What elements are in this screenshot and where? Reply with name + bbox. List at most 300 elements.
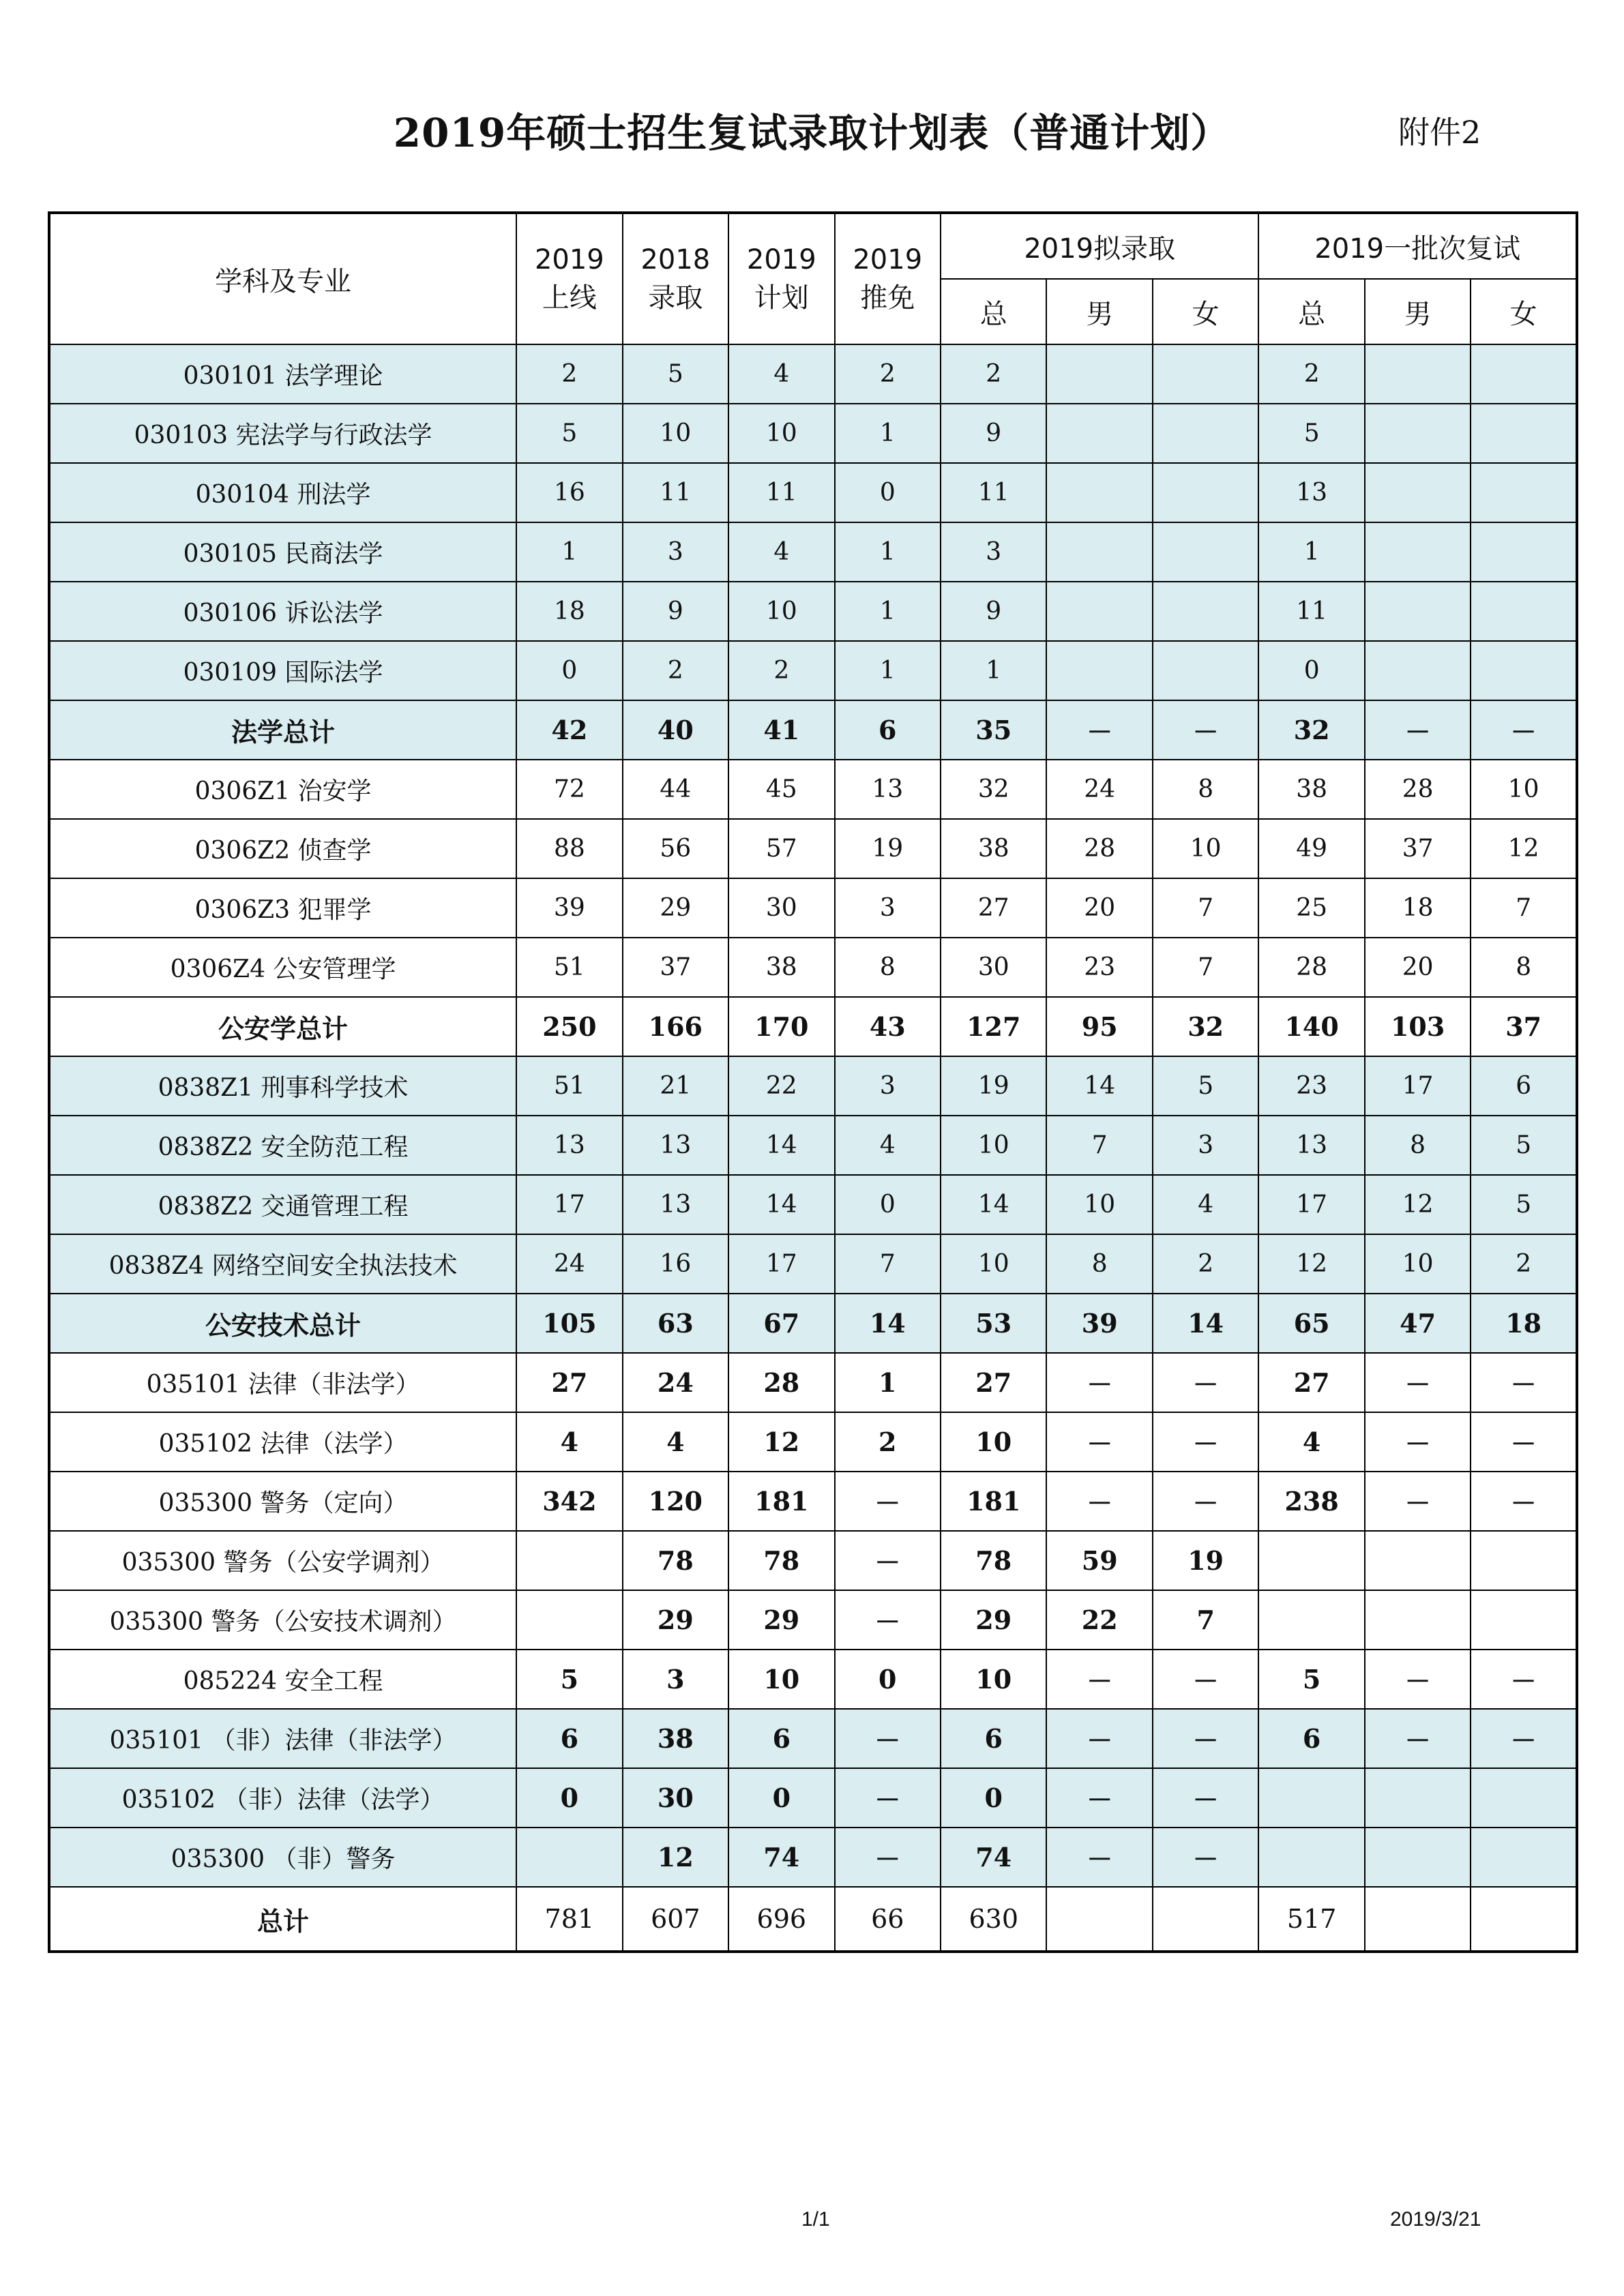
table-cell: 17 [516,1175,622,1234]
table-cell: 12 [623,1828,728,1887]
table-cell: 11 [1258,582,1364,641]
table-cell: 1 [835,522,941,582]
table-cell: 14 [1153,1294,1258,1353]
major-name: 035101 （非）法律（非法学） [49,1709,516,1768]
table-cell: 41 [728,700,834,760]
table-cell: 59 [1046,1531,1152,1590]
major-name: 0306Z2 侦查学 [49,819,516,878]
table-cell: － [1365,700,1471,760]
table-cell: 39 [516,878,622,938]
table-cell: 29 [623,878,728,938]
table-cell: － [1365,1353,1471,1412]
table-cell: 27 [1258,1353,1364,1412]
major-name: 035102 （非）法律（法学） [49,1768,516,1828]
table-cell: 238 [1258,1472,1364,1531]
table-cell: 1 [516,522,622,582]
table-cell [1258,1828,1364,1887]
major-name: 总计 [49,1887,516,1952]
table-cell: 13 [623,1116,728,1175]
table-row [49,938,1577,997]
major-name: 法学总计 [49,700,516,760]
table-cell: 11 [728,463,834,522]
table-cell: 8 [835,938,941,997]
table-cell: 51 [516,1056,622,1116]
major-name: 030104 刑法学 [49,463,516,522]
table-cell: 17 [1258,1175,1364,1234]
table-cell: － [1365,1472,1471,1531]
major-name: 035300 （非）警务 [49,1828,516,1887]
table-cell: 3 [1153,1116,1258,1175]
table-cell: 20 [1365,938,1471,997]
table-cell: 10 [941,1412,1046,1472]
table-cell: 53 [941,1294,1046,1353]
table-cell: － [1153,1472,1258,1531]
table-cell: 42 [516,700,622,760]
table-cell: 2 [1258,344,1364,404]
header-col-plan [728,213,834,344]
table-cell: 11 [941,463,1046,522]
table-cell: 72 [516,760,622,819]
table-cell: 2 [1153,1234,1258,1294]
table-cell: 16 [623,1234,728,1294]
table-cell [1153,463,1258,522]
table-cell: 30 [728,878,834,938]
table-cell: 10 [728,1650,834,1709]
header-col-online [516,213,622,344]
table-row [49,404,1577,463]
table-cell: 342 [516,1472,622,1531]
table-cell: 88 [516,819,622,878]
table-cell: 2 [516,344,622,404]
table-cell: 37 [623,938,728,997]
table-cell: － [1471,1650,1577,1709]
table-cell: 12 [1365,1175,1471,1234]
table-cell: 10 [1471,760,1577,819]
table-cell: 10 [728,582,834,641]
table-cell: 14 [835,1294,941,1353]
table-cell: － [1471,1412,1577,1472]
table-row [49,463,1577,522]
table-row [49,760,1577,819]
table-cell: － [1153,1650,1258,1709]
table-row [49,344,1577,404]
table-cell: － [1365,1650,1471,1709]
table-cell: － [1153,1768,1258,1828]
table-cell [1046,404,1152,463]
table-cell: 13 [516,1116,622,1175]
table-row [49,582,1577,641]
table-cell: 35 [941,700,1046,760]
table-cell: － [1471,1472,1577,1531]
table-cell: 4 [728,344,834,404]
table-cell: － [1153,1353,1258,1412]
table-cell: － [1153,700,1258,760]
table-cell: 6 [941,1709,1046,1768]
table-cell: 4 [1153,1175,1258,1234]
major-name: 0838Z2 安全防范工程 [49,1116,516,1175]
table-cell: 38 [623,1709,728,1768]
table-cell: － [1046,1768,1152,1828]
table-row [49,878,1577,938]
table-row [49,819,1577,878]
subtotal-row [49,1294,1577,1353]
header-sub-male: 男 [1365,279,1471,344]
table-cell: 5 [1471,1175,1577,1234]
table-cell: 9 [941,404,1046,463]
table-cell: 74 [728,1828,834,1887]
table-row [49,1709,1577,1768]
table-cell [1258,1590,1364,1650]
table-cell: 47 [1365,1294,1471,1353]
table-cell [1471,463,1577,522]
table-cell: 43 [835,997,941,1056]
table-cell: 14 [1046,1056,1152,1116]
table-cell: － [1365,1709,1471,1768]
table-cell [1471,522,1577,582]
table-cell [1471,344,1577,404]
table-cell: 0 [516,641,622,700]
table-cell: － [1471,1709,1577,1768]
table-cell: － [835,1828,941,1887]
header-label: 上线 [542,282,597,314]
table-cell: 28 [1365,760,1471,819]
header-year: 2019 [534,244,604,275]
header-group-planned-admission: 2019拟录取 [941,213,1258,279]
table-cell: － [835,1472,941,1531]
table-cell [1365,344,1471,404]
table-cell: 0 [516,1768,622,1828]
table-cell [1471,1531,1577,1590]
table-cell: 2 [623,641,728,700]
table-cell: 0 [835,463,941,522]
header-sub-female: 女 [1471,279,1577,344]
table-cell: 10 [728,404,834,463]
table-cell: 0 [835,1650,941,1709]
table-cell: 5 [623,344,728,404]
header-label: 推免 [860,282,915,314]
table-row [49,1234,1577,1294]
table-cell [516,1531,622,1590]
table-row [49,1531,1577,1590]
table-cell: 10 [623,404,728,463]
table-cell: 18 [1471,1294,1577,1353]
table-cell: 27 [941,878,1046,938]
major-name: 030101 法学理论 [49,344,516,404]
table-cell: － [1365,1412,1471,1472]
header-year: 2019 [853,244,923,275]
table-row [49,1056,1577,1116]
table-cell: 181 [941,1472,1046,1531]
table-cell: － [1046,1412,1152,1472]
attachment-label: 附件2 [1398,114,1481,151]
table-cell [1365,1531,1471,1590]
table-row [49,1412,1577,1472]
table-cell [1471,404,1577,463]
major-name: 0306Z4 公安管理学 [49,938,516,997]
table-cell: 13 [623,1175,728,1234]
table-cell: 24 [623,1353,728,1412]
table-cell: 22 [1046,1590,1152,1650]
table-cell: 13 [835,760,941,819]
table-cell: 0 [728,1768,834,1828]
table-cell: 28 [728,1353,834,1412]
table-cell: 0 [1258,641,1364,700]
table-cell: 10 [1046,1175,1152,1234]
table-cell: 29 [941,1590,1046,1650]
table-cell: 38 [1258,760,1364,819]
table-cell: 67 [728,1294,834,1353]
table-cell: 250 [516,997,622,1056]
page-number: 1/1 [801,2208,830,2231]
table-cell: 4 [623,1412,728,1472]
table-row [49,1353,1577,1412]
table-cell: 181 [728,1472,834,1531]
table-cell: 56 [623,819,728,878]
major-name: 035102 法律（法学） [49,1412,516,1472]
admission-plan-table [48,211,1578,1953]
major-name: 035300 警务（公安学调剂） [49,1531,516,1590]
table-cell [1471,641,1577,700]
table-cell: 8 [1153,760,1258,819]
table-cell: 10 [1153,819,1258,878]
table-cell [1471,1768,1577,1828]
table-cell: 7 [1153,1590,1258,1650]
table-cell: 32 [1153,997,1258,1056]
header-col-admitted-2018 [623,213,728,344]
table-cell: 3 [835,878,941,938]
table-cell: 49 [1258,819,1364,878]
table-cell: 120 [623,1472,728,1531]
table-cell: 40 [623,700,728,760]
table-cell [1365,1590,1471,1650]
table-cell: 23 [1258,1056,1364,1116]
major-name: 030105 民商法学 [49,522,516,582]
table-cell: 6 [1471,1056,1577,1116]
table-cell: 27 [516,1353,622,1412]
major-name: 035101 法律（非法学） [49,1353,516,1412]
header-year: 2018 [640,244,711,275]
table-row [49,522,1577,582]
table-cell: 30 [623,1768,728,1828]
table-cell: 8 [1365,1116,1471,1175]
header-label: 录取 [648,282,703,314]
table-cell: 30 [941,938,1046,997]
table-cell: － [1153,1709,1258,1768]
table-cell [1365,582,1471,641]
table-cell: 5 [1258,404,1364,463]
table-cell: 32 [941,760,1046,819]
table-cell: 14 [728,1175,834,1234]
table-row [49,1175,1577,1234]
major-name: 公安技术总计 [49,1294,516,1353]
major-name: 035300 警务（定向） [49,1472,516,1531]
table-cell: 170 [728,997,834,1056]
table-cell: 51 [516,938,622,997]
table-cell: 28 [1258,938,1364,997]
table-cell: 5 [1153,1056,1258,1116]
table-cell: 6 [516,1709,622,1768]
table-cell: 2 [728,641,834,700]
table-cell: 63 [623,1294,728,1353]
table-cell: 0 [941,1768,1046,1828]
table-cell: 517 [1258,1887,1364,1952]
major-name: 030109 国际法学 [49,641,516,700]
table-cell: 11 [623,463,728,522]
print-date: 2019/3/21 [1390,2208,1481,2231]
table-cell: 9 [623,582,728,641]
table-cell [1258,1768,1364,1828]
table-cell: 65 [1258,1294,1364,1353]
header-label: 计划 [754,282,809,314]
table-cell [1365,522,1471,582]
table-cell: 5 [516,1650,622,1709]
table-cell: 78 [623,1531,728,1590]
table-cell: － [1046,1472,1152,1531]
subtotal-row [49,700,1577,760]
table-cell: 95 [1046,997,1152,1056]
table-cell: 12 [728,1412,834,1472]
table-cell: 8 [1046,1234,1152,1294]
table-cell [1153,344,1258,404]
table-cell: 8 [1471,938,1577,997]
table-cell: － [1046,1828,1152,1887]
table-cell [1471,1887,1577,1952]
table-cell: 24 [516,1234,622,1294]
major-name: 0306Z3 犯罪学 [49,878,516,938]
header-sub-female: 女 [1153,279,1258,344]
table-cell: 27 [941,1353,1046,1412]
table-row [49,1650,1577,1709]
table-cell: 6 [1258,1709,1364,1768]
grand-total-row [49,1887,1577,1952]
header-year: 2019 [746,244,816,275]
table-cell: 1 [835,1353,941,1412]
table-cell: 78 [941,1531,1046,1590]
table-cell [516,1828,622,1887]
table-row [49,1116,1577,1175]
table-cell [1046,1887,1152,1952]
table-row [49,1768,1577,1828]
table-cell: 2 [835,344,941,404]
table-cell: 78 [728,1531,834,1590]
table-cell: 2 [941,344,1046,404]
major-name: 公安学总计 [49,997,516,1056]
table-cell: 6 [835,700,941,760]
table-cell: 39 [1046,1294,1152,1353]
table-cell: 5 [1471,1116,1577,1175]
table-cell: 3 [623,522,728,582]
major-name: 0838Z1 刑事科学技术 [49,1056,516,1116]
table-cell [1046,641,1152,700]
table-cell [1365,463,1471,522]
header-sub-total: 总 [1258,279,1364,344]
table-cell: 19 [1153,1531,1258,1590]
table-cell: 3 [941,522,1046,582]
table-cell: 20 [1046,878,1152,938]
header-group-first-batch-retest: 2019一批次复试 [1258,213,1577,279]
table-cell: 4 [1258,1412,1364,1472]
table-cell: 74 [941,1828,1046,1887]
table-cell: － [1471,1353,1577,1412]
table-cell: 29 [728,1590,834,1650]
major-name: 0838Z4 网络空间安全执法技术 [49,1234,516,1294]
table-cell [1471,1828,1577,1887]
table-cell [1153,522,1258,582]
table-cell [1365,1828,1471,1887]
table-row [49,1590,1577,1650]
table-cell: 17 [728,1234,834,1294]
table-cell: 12 [1471,819,1577,878]
table-cell: 3 [835,1056,941,1116]
table-cell: － [1046,1709,1152,1768]
table-cell [1365,404,1471,463]
table-cell: 10 [941,1116,1046,1175]
table-cell: 14 [941,1175,1046,1234]
table-cell [1365,641,1471,700]
table-cell: － [1153,1828,1258,1887]
table-cell: 1 [835,404,941,463]
table-cell: 38 [728,938,834,997]
table-cell: 2 [835,1412,941,1472]
table-cell: 14 [728,1116,834,1175]
table-cell: － [835,1590,941,1650]
table-cell: 24 [1046,760,1152,819]
major-name: 030106 诉讼法学 [49,582,516,641]
table-cell: 38 [941,819,1046,878]
table-cell: 22 [728,1056,834,1116]
table-cell: 18 [1365,878,1471,938]
major-name: 0838Z2 交通管理工程 [49,1175,516,1234]
table-cell: 1 [1258,522,1364,582]
header-col-exempt [835,213,941,344]
table-cell: 5 [516,404,622,463]
table-cell: 105 [516,1294,622,1353]
table-cell: 13 [1258,1116,1364,1175]
table-cell: 12 [1258,1234,1364,1294]
table-cell: 3 [623,1650,728,1709]
table-cell: 25 [1258,878,1364,938]
table-row [49,1828,1577,1887]
table-cell: 16 [516,463,622,522]
table-cell: 696 [728,1887,834,1952]
table-cell: 127 [941,997,1046,1056]
table-cell [516,1590,622,1650]
table-cell: 630 [941,1887,1046,1952]
table-cell: 21 [623,1056,728,1116]
table-cell: 607 [623,1887,728,1952]
header-sub-male: 男 [1046,279,1152,344]
table-cell [1258,1531,1364,1590]
table-cell: － [1046,1650,1152,1709]
table-cell: － [1471,700,1577,760]
table-cell: 5 [1258,1650,1364,1709]
table-cell: 4 [516,1412,622,1472]
table-cell: 19 [941,1056,1046,1116]
table-cell: 4 [728,522,834,582]
table-cell [1365,1768,1471,1828]
header-subject: 学科及专业 [49,213,516,344]
table-cell [1046,344,1152,404]
table-cell: 57 [728,819,834,878]
table-cell [1153,582,1258,641]
table-cell: 17 [1365,1056,1471,1116]
table-cell: － [1153,1412,1258,1472]
table-cell [1046,582,1152,641]
table-cell: 37 [1471,997,1577,1056]
table-cell: 29 [623,1590,728,1650]
table-cell: 1 [835,582,941,641]
table-cell [1365,1887,1471,1952]
